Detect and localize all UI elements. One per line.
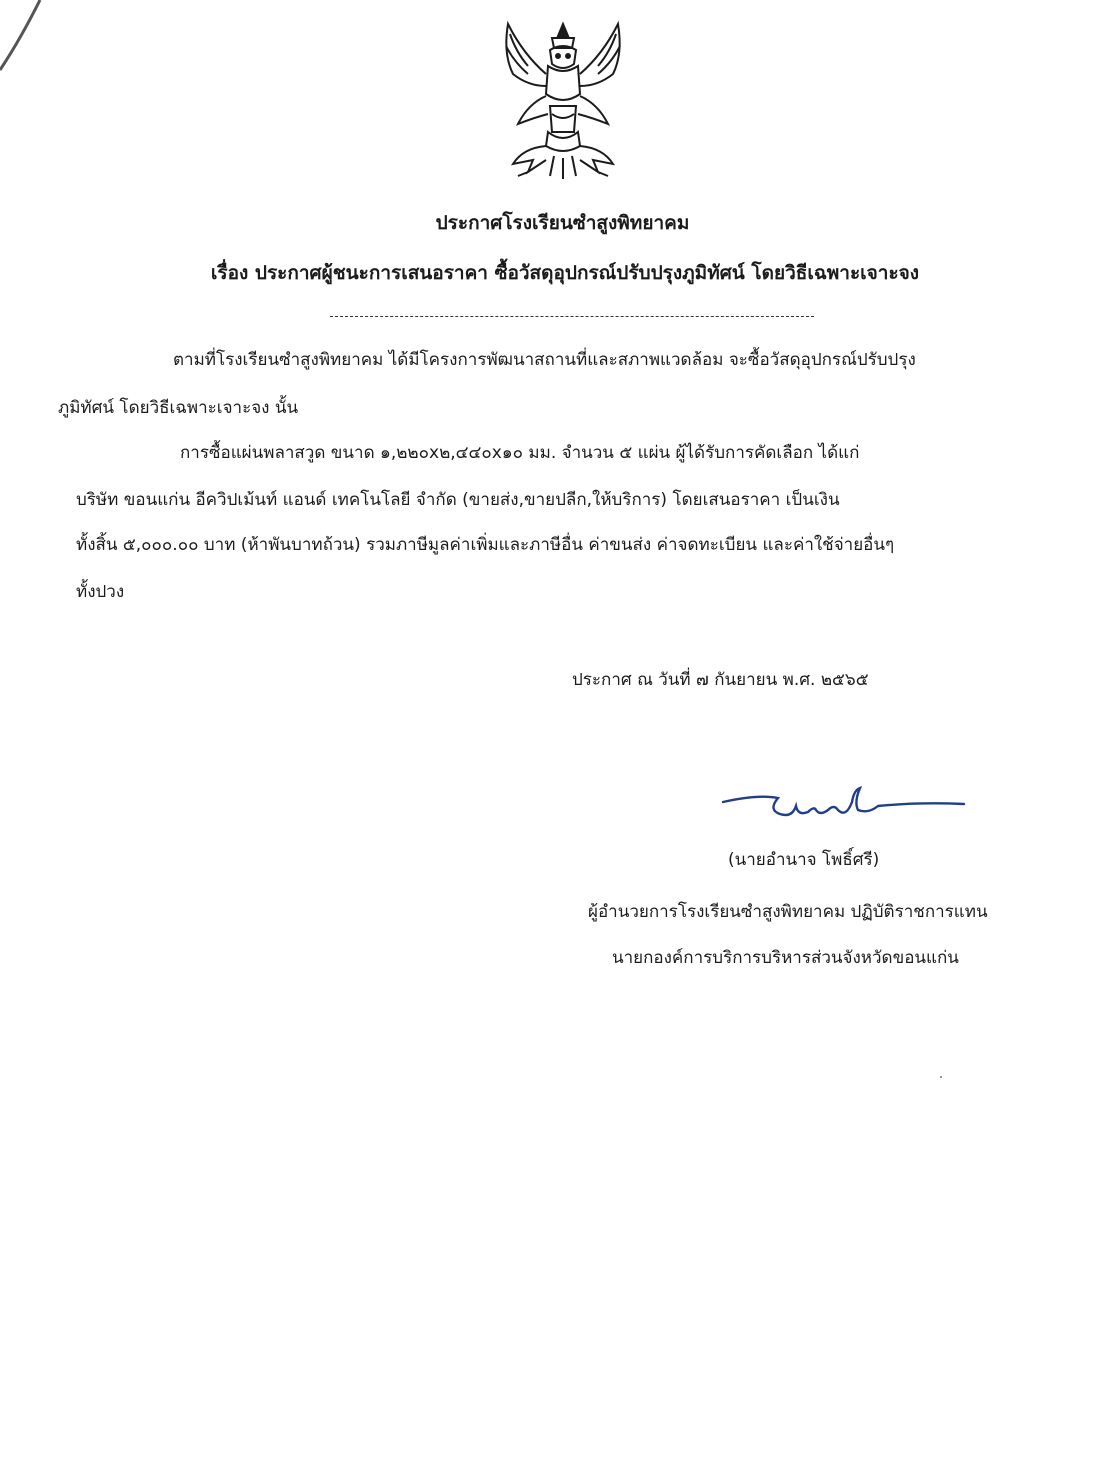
announcement-title: ประกาศโรงเรียนซำสูงพิทยาคม: [435, 212, 690, 234]
paragraph-1-line-1: ตามที่โรงเรียนซำสูงพิทยาคม ได้มีโครงการพัฒนาสถานที่และสภาพแวดล้อม จะซื้อวัสดุอุปกรณ์ปรับปรุง: [173, 350, 916, 370]
paragraph-2-line-3: ทั้งสิ้น ๕,๐๐๐.๐๐ บาท (ห้าพันบาทถ้วน) รวมภาษีมูลค่าเพิ่มและภาษีอื่น ค่าขนส่ง ค่าจดทะเบียน และค่าใช้จ่ายอื่นๆ: [76, 535, 895, 555]
handwritten-signature: [718, 780, 968, 830]
paragraph-2-line-1: การซื้อแผ่นพลาสวูด ขนาด ๑,๒๒๐x๒,๔๔๐x๑๐ มม. จำนวน ๕ แผ่น ผู้ได้รับการคัดเลือก ได้แก่: [180, 443, 860, 463]
paragraph-2-line-2: บริษัท ขอนแก่น อีควิปเม้นท์ แอนด์ เทคโนโลยี จำกัด (ขายส่ง,ขายปลีก,ให้บริการ) โดยเสนอราคา เป็นเงิน: [76, 490, 840, 510]
announcement-date: ประกาศ ณ วันที่ ๗ กันยายน พ.ศ. ๒๕๖๕: [572, 670, 869, 690]
scan-speck: [940, 1076, 942, 1078]
signer-position-line-1: ผู้อำนวยการโรงเรียนซำสูงพิทยาคม ปฏิบัติราชการแทน: [588, 902, 988, 922]
signer-position-line-2: นายกองค์การบริการบริหารส่วนจังหวัดขอนแก่น: [612, 948, 959, 968]
signer-name: (นายอำนาจ โพธิ์ศรี): [728, 850, 880, 870]
paragraph-1-line-2: ภูมิทัศน์ โดยวิธีเฉพาะเจาะจง นั้น: [58, 398, 299, 418]
announcement-subject: เรื่อง ประกาศผู้ชนะการเสนอราคา ซื้อวัสดุอุปกรณ์ปรับปรุงภูมิทัศน์ โดยวิธีเฉพาะเจาะจง: [210, 262, 920, 284]
scan-edge-mark: [0, 0, 60, 90]
garuda-emblem-icon: [488, 14, 638, 184]
title-divider: [330, 316, 814, 317]
paragraph-2-line-4: ทั้งปวง: [76, 582, 125, 602]
